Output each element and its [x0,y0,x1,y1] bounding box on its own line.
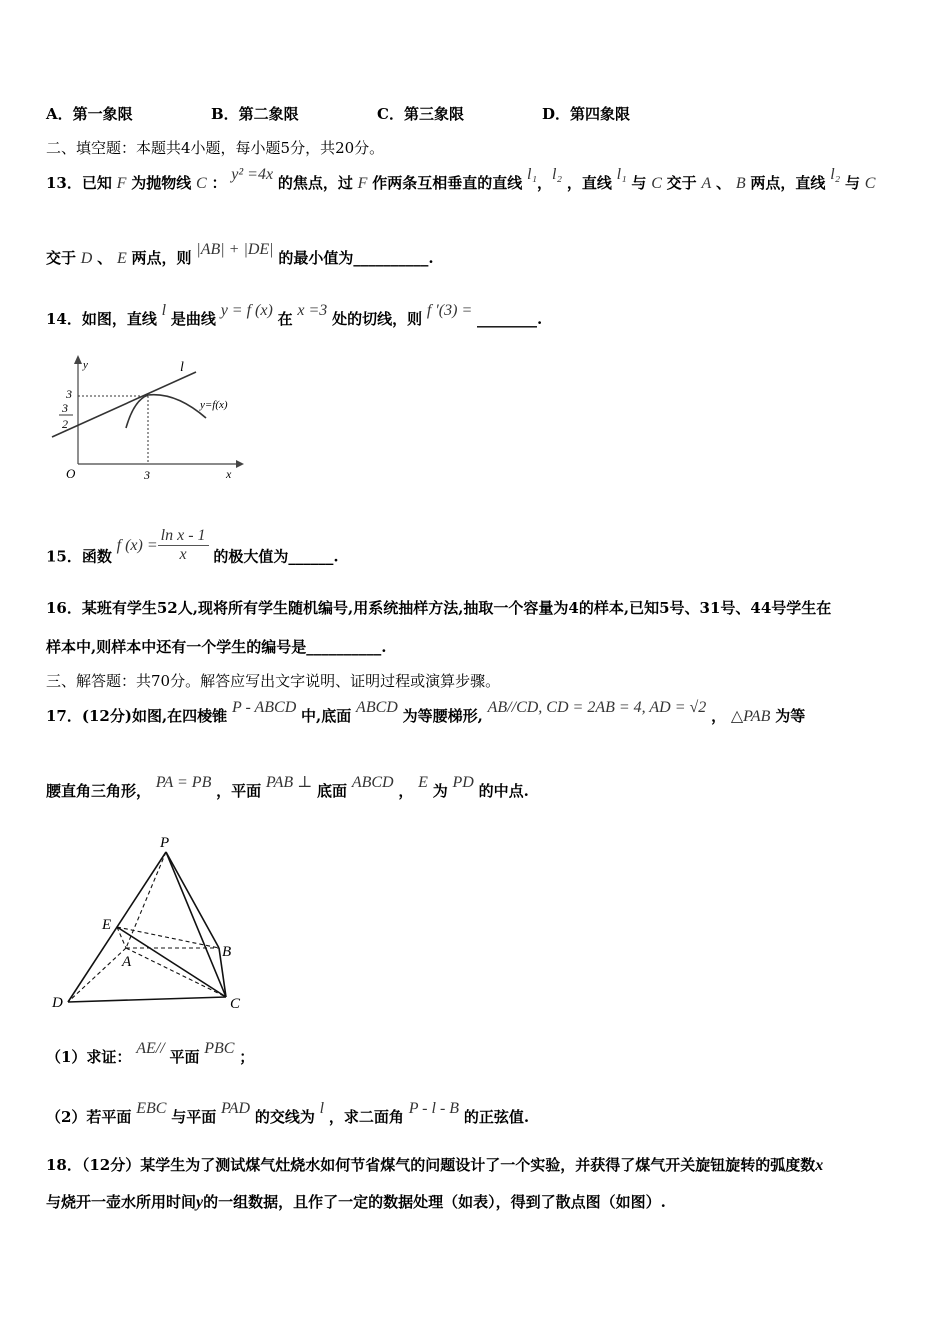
section-solutions-heading: 三、解答题：共70分。解答应写出文字说明、证明过程或演算步骤。 [46,672,501,690]
q13-text: 两点，则 [131,249,192,267]
q17-text: 为 [432,782,448,800]
q17-text: 为等腰梯形, [402,707,483,725]
q17-text: ， [711,707,727,725]
q13-math-a: A [701,175,712,192]
y-axis-label: y [83,359,88,371]
q15-function: f (x) = [116,536,158,554]
x-axis-arrow [236,460,244,468]
q17-2-line-l: l [319,1100,325,1117]
q14-text: 14．如图，直线 [46,310,157,328]
q17-1-text: （1）求证： [46,1048,132,1066]
edge-pa [126,852,166,948]
q17-plane-pab: PAB ⊥ [265,774,313,791]
question-17-line-1 [46,699,806,726]
question-13-line-2 [46,241,434,268]
q13-math-c: C [196,175,207,192]
q13-math-b: B [735,175,746,192]
q14-text: 处的切线，则 [332,310,423,328]
q13-math-f: F [357,175,368,192]
q15-answer-blank: 的极大值为______. [213,547,339,566]
segment-ec [117,927,226,997]
q13-math-f: F [116,175,127,192]
q15-denominator: x [179,546,187,563]
label-d: D [52,995,63,1011]
q13-text: 两点，直线 [750,174,826,192]
edge-pb [166,852,219,948]
question-18-line-2 [46,1191,666,1212]
q13-math-l1: l₁ [527,166,538,183]
option-a: A．第一象限 [46,105,133,123]
tangent-line [52,372,196,437]
frac-numerator: 3 [62,401,68,415]
q17-triangle: △PAB [730,708,771,725]
q17-text: 中,底面 [301,707,352,725]
q17-1-ae: AE// [136,1040,165,1057]
frac-denominator: 2 [62,417,68,431]
q18-text: 的一组数据，且作了一定的数据处理（如表），得到了散点图（如图）. [203,1193,666,1211]
question-16-line-2: 样本中,则样本中还有一个学生的编号是__________. [46,638,387,656]
x-tick-3: 3 [144,468,150,482]
q17-point-e: E [418,774,428,791]
q17-base: ABCD [356,699,398,716]
q17-2-text: （2）若平面 [46,1108,132,1126]
q13-expression: |AB| + |DE| [196,241,274,258]
q17-1-text: ； [239,1048,255,1066]
question-14 [46,302,543,329]
q13-text: ， [537,174,553,192]
tangent-label: l [180,360,184,375]
q13-text: 交于 [46,249,77,267]
q15-numerator: ln x - 1 [158,527,209,546]
q17-1-text: 平面 [169,1048,200,1066]
x-axis-label: x [226,467,232,481]
q17-text: ， [398,782,414,800]
question-16-line-1: 16．某班有学生52人,现将所有学生随机编号,用系统抽样方法,抽取一个容量为4的样本,已知5号、31号、44号学生在 [46,599,832,617]
label-e: E [102,917,112,933]
q13-math-l2: l₂ [830,166,841,183]
q13-answer-blank: 的最小值为__________. [278,249,434,267]
label-c: C [230,996,241,1012]
q17-2-text: 的交线为 [254,1108,315,1126]
q13-math-c: C [864,175,876,192]
q13-math-d: D [80,250,93,267]
question-15 [46,527,339,576]
edge-dc [68,997,226,1002]
label-p: P [160,835,170,851]
q13-text: 为抛物线 [131,174,192,192]
q17-1-plane-pbc: PBC [204,1040,235,1057]
q17-text: 17．(12分)如图,在四棱锥 [46,707,228,725]
q15-text: 15．函数 [46,547,112,566]
figure-14-tangent-graph [46,352,246,492]
option-b: B．第二象限 [211,105,299,123]
q18-variable-x: x [815,1157,824,1174]
section-fill-blank-heading: 二、填空题：本题共4小题，每小题5分，共20分。 [46,139,385,157]
q17-text: 底面 [317,782,348,800]
question-17-line-2 [46,774,529,801]
q14-curve-equation: y = f (x) [220,302,273,319]
q13-text: 与 [844,174,860,192]
option-d: D．第四象限 [542,105,631,123]
y-tick-3: 3 [66,387,72,401]
q14-answer-blank: ________. [477,310,543,328]
q17-text: 腰直角三角形， [46,782,152,800]
edge-ac [126,948,226,997]
q13-text: 交于 [666,174,697,192]
q18-text: 与烧开一壶水所用时间 [46,1193,197,1211]
q17-2-text: 的正弦值. [463,1108,530,1126]
q17-2-dihedral-angle: P - l - B [408,1100,460,1117]
curve-f [126,395,206,428]
q17-2-text: 与平面 [171,1108,217,1126]
edge-pc [166,852,226,997]
question-18-line-1 [46,1154,823,1175]
q14-text: 是曲线 [170,310,216,328]
q18-variable-y: y [196,1194,204,1211]
label-b: B [222,944,232,960]
q17-pyramid: P - ABCD [231,699,297,716]
q17-conditions: AB//CD, CD = 2AB = 4, AD = √2 [487,699,707,716]
q13-text: 13．已知 [46,174,112,192]
q17-2-plane-pad: PAD [221,1100,251,1117]
label-a: A [122,954,132,970]
question-17-part-2 [46,1100,530,1127]
q14-derivative: f ′(3) = [426,302,473,319]
q14-text: 在 [277,310,293,328]
q13-text: 作两条互相垂直的直线 [372,174,523,192]
q17-pa-pb: PA = PB [155,774,212,791]
question-17-part-1 [46,1040,255,1067]
q15-fraction [158,527,209,564]
q17-base: ABCD [351,774,394,791]
q17-2-plane-ebc: EBC [136,1100,167,1117]
question-13-line-1 [46,166,876,193]
q18-text: 18．（12分）某学生为了测试煤气灶烧水如何节省煤气的问题设计了一个实验，并获得了煤气开关旋钮旋转的弧度数 [46,1156,816,1174]
y-axis-arrow [74,355,82,364]
q17-text: ，平面 [216,782,262,800]
q14-x-value: x =3 [297,302,328,319]
q13-text: 、 [97,249,113,267]
q17-segment-pd: PD [452,774,474,791]
q13-text: 、 [716,174,732,192]
q13-math-l2: l₂ [552,166,563,183]
q13-text: 的焦点，过 [277,174,353,192]
q13-math-e: E [116,250,127,267]
origin-label: O [66,466,76,481]
q17-2-text: ，求二面角 [328,1108,404,1126]
q13-parabola-equation: y² =4x [231,166,274,183]
option-c: C．第三象限 [377,105,464,123]
curve-label: y=f(x) [200,399,228,411]
q13-math-c: C [651,175,662,192]
q13-text: ，直线 [566,174,612,192]
edge-ad [68,948,126,1002]
q14-math-l: l [161,302,167,319]
q17-text: 为等 [775,707,806,725]
q13-text: 与 [631,174,647,192]
figure-17-pyramid [46,835,256,1015]
q13-text: ： [211,174,227,192]
q13-math-l1: l₁ [616,166,627,183]
q17-text: 的中点. [478,782,529,800]
